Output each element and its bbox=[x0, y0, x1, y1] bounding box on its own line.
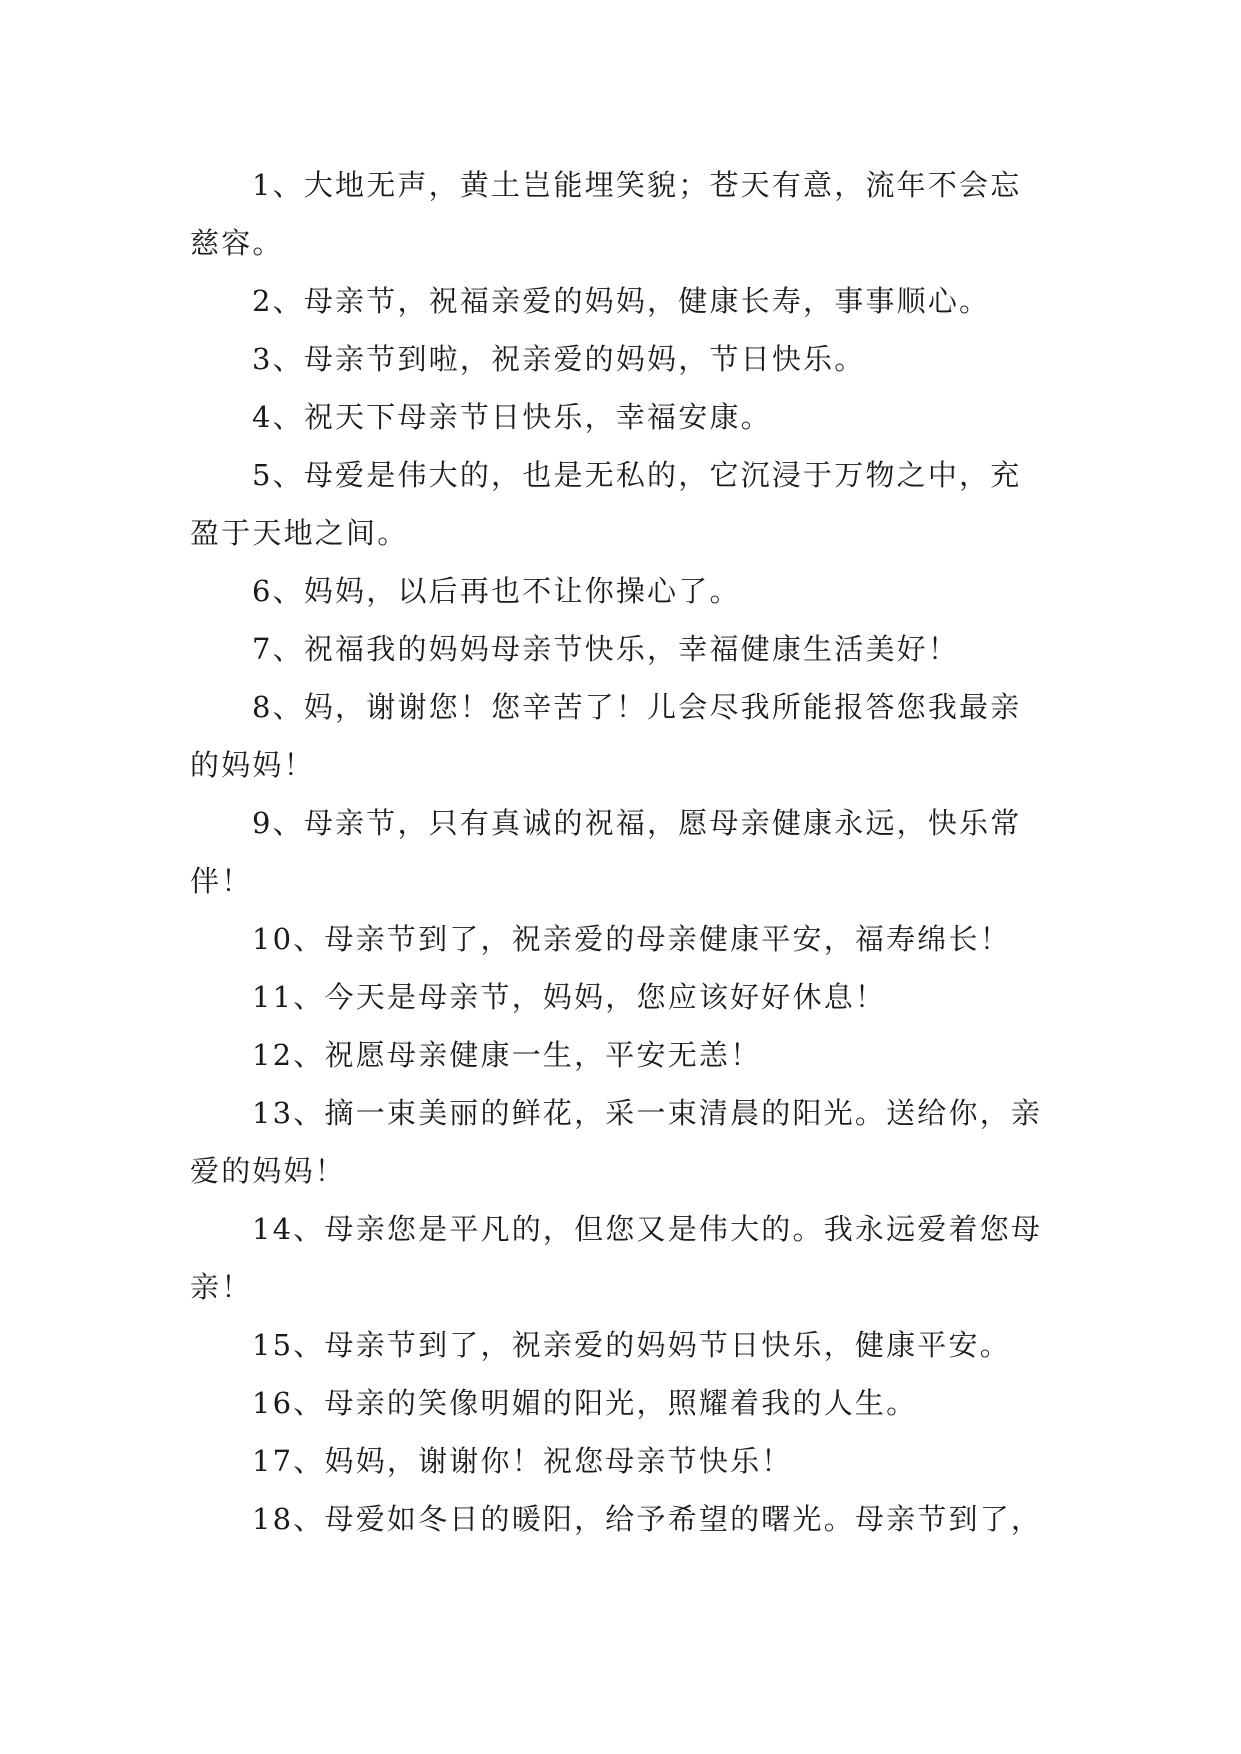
paragraph-16: 16、母亲的笑像明媚的阳光，照耀着我的人生。 bbox=[252, 1386, 918, 1420]
paragraph-1: 1、大地无声，黄土岂能埋笑貌；苍天有意，流年不会忘慈容。 bbox=[190, 168, 1022, 260]
document-body bbox=[190, 156, 1050, 1548]
paragraph-4: 4、祝天下母亲节日快乐，幸福安康。 bbox=[252, 400, 772, 434]
paragraph-17: 17、妈妈，谢谢你！祝您母亲节快乐！ bbox=[252, 1444, 793, 1478]
paragraph-9: 9、母亲节，只有真诚的祝福，愿母亲健康永远，快乐常伴！ bbox=[190, 806, 1022, 898]
paragraph-15: 15、母亲节到了，祝亲爱的妈妈节日快乐，健康平安。 bbox=[252, 1328, 1011, 1362]
paragraph-7: 7、祝福我的妈妈母亲节快乐，幸福健康生活美好！ bbox=[252, 632, 960, 666]
paragraph-2: 2、母亲节，祝福亲爱的妈妈，健康长寿，事事顺心。 bbox=[252, 284, 991, 318]
paragraph-8: 8、妈，谢谢您！您辛苦了！儿会尽我所能报答您我最亲的妈妈！ bbox=[190, 690, 1022, 782]
paragraph-13: 13、摘一束美丽的鲜花，采一束清晨的阳光。送给你，亲爱的妈妈！ bbox=[190, 1096, 1043, 1188]
paragraph-12: 12、祝愿母亲健康一生，平安无恙！ bbox=[252, 1038, 762, 1072]
paragraph-14: 14、母亲您是平凡的，但您又是伟大的。我永远爱着您母亲！ bbox=[190, 1212, 1043, 1304]
paragraph-5: 5、母爱是伟大的，也是无私的，它沉浸于万物之中，充盈于天地之间。 bbox=[190, 458, 1022, 550]
paragraph-10: 10、母亲节到了，祝亲爱的母亲健康平安，福寿绵长！ bbox=[252, 922, 1011, 956]
paragraph-6: 6、妈妈，以后再也不让你操心了。 bbox=[252, 574, 741, 608]
paragraph-11: 11、今天是母亲节，妈妈，您应该好好休息！ bbox=[252, 980, 887, 1014]
paragraph-3: 3、母亲节到啦，祝亲爱的妈妈，节日快乐。 bbox=[252, 342, 866, 376]
paragraph-18: 18、母爱如冬日的暖阳，给予希望的曙光。母亲节到了， bbox=[252, 1502, 1043, 1536]
